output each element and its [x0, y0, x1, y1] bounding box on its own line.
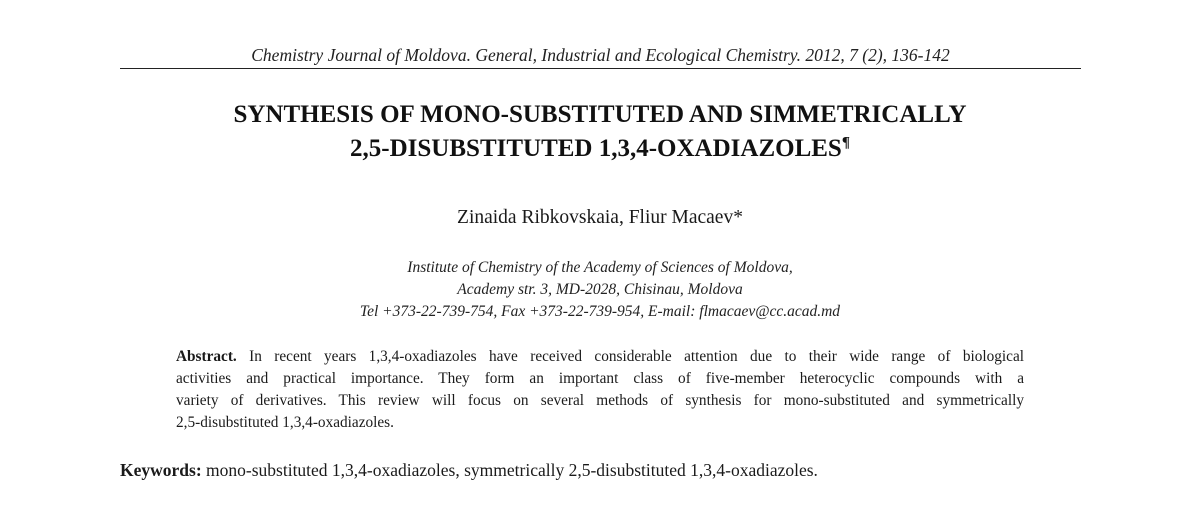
abstract-label: Abstract.: [176, 348, 237, 365]
title-line-1: SYNTHESIS OF MONO-SUBSTITUTED AND SIMMETRICALLY: [233, 101, 967, 128]
affiliation-line-3: Tel +373-22-739-754, Fax +373-22-739-954, E-mail: flmacaev@cc.acad.md: [359, 303, 841, 320]
affiliation-line-2: Academy str. 3, MD-2028, Chisinau, Moldova: [457, 281, 743, 298]
title-line-2: [100, 132, 1100, 166]
abstract: [176, 346, 1024, 434]
abstract-line-3: variety of derivatives. This review will focus on several methods of synthesis for mono-substituted and symmetrically: [176, 392, 1024, 409]
title-footnote-mark: ¶: [841, 134, 850, 151]
keywords-text: mono-substituted 1,3,4-oxadiazoles, symmetrically 2,5-disubstituted 1,3,4-oxadiazoles.: [201, 460, 818, 480]
keywords-label: Keywords:: [120, 460, 202, 480]
abstract-line-1-text: In recent years 1,3,4-oxadiazoles have received considerable attention due to their wide range of biological: [236, 348, 1024, 365]
abstract-line-2: activities and practical importance. They form an important class of five-member heterocyclic compounds with a: [176, 370, 1024, 387]
abstract-line-1: [176, 346, 1024, 368]
affiliation-line-1: Institute of Chemistry of the Academy of Sciences of Moldova,: [407, 259, 793, 276]
authors: Zinaida Ribkovskaia, Fliur Macaev*: [457, 207, 743, 228]
abstract-line-4: 2,5-disubstituted 1,3,4-oxadiazoles.: [176, 414, 394, 431]
title-line-2-text: 2,5-DISUBSTITUTED 1,3,4-OXADIAZOLES: [350, 135, 842, 162]
affiliation: [100, 257, 1100, 323]
header-rule: [120, 68, 1081, 69]
keywords: [120, 457, 1080, 483]
journal-header: Chemistry Journal of Moldova. General, Industrial and Ecological Chemistry. 2012, 7 (2), 136-142: [251, 45, 950, 65]
paper-title: [100, 98, 1100, 166]
